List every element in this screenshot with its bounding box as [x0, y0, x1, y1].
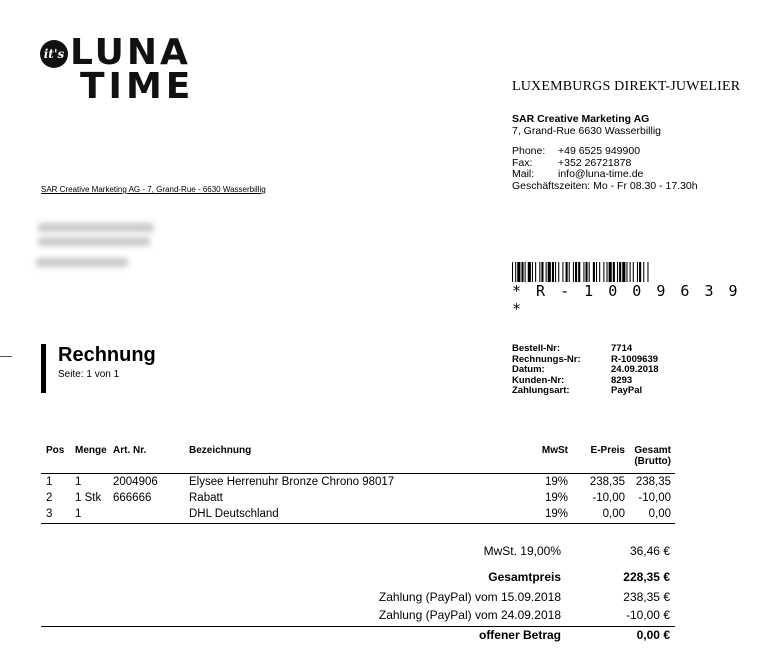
barcode-bar: [633, 262, 634, 282]
totals-rule: [41, 626, 675, 627]
date-row: [512, 365, 659, 376]
barcode-bar: [609, 262, 612, 282]
col-header-epreis: E-Preis: [590, 445, 625, 456]
totals-label: MwSt. 19,00%: [483, 544, 561, 558]
totals-value: -10,00 €: [625, 608, 670, 622]
logo-badge: it's: [40, 40, 68, 68]
col-header-bezeichnung: Bezeichnung: [189, 445, 252, 456]
order-info-value: 7714: [611, 343, 633, 354]
business-hours: Geschäftszeiten: Mo - Fr 08.30 - 17.30h: [512, 179, 698, 192]
barcode-bar: [517, 262, 520, 282]
col-header-menge: Menge: [75, 445, 107, 456]
logo-word-luna: LUNA: [70, 32, 191, 73]
row-gesamt: 238,35: [635, 476, 671, 488]
barcode-bar: [617, 262, 618, 282]
order-info-key: Kunden-Nr:: [512, 374, 565, 386]
barcode-bar: [515, 262, 516, 282]
row-epreis: 238,35: [589, 476, 625, 488]
order-info-key: Zahlungsart:: [512, 385, 570, 396]
table-bottom-rule: [41, 523, 675, 524]
barcode-bar: [569, 262, 570, 282]
totals-label: offener Betrag: [478, 628, 561, 642]
barcode-bar: [535, 262, 536, 282]
totals-value: 238,35 €: [623, 590, 670, 604]
contact-block: [512, 146, 698, 192]
col-header-gesamt-label: Gesamt: [634, 445, 671, 456]
order-info-key: Rechnungs-Nr:: [512, 353, 581, 365]
row-epreis: 0,00: [602, 508, 625, 520]
row-mwst: 19%: [544, 492, 568, 504]
barcode-bar: [593, 262, 595, 282]
barcode-bar: [512, 262, 513, 282]
contact-key: Mail:: [512, 168, 535, 180]
document-title: Rechnung: [58, 344, 156, 366]
contact-mail: [512, 169, 698, 181]
row-bezeichnung: DHL Deutschland: [189, 508, 279, 520]
barcode-bar: [583, 262, 584, 282]
barcode-bar: [603, 262, 604, 282]
barcode-bar: [599, 262, 600, 282]
company-name: SAR Creative Marketing AG: [512, 113, 650, 125]
totals-label: Gesamtpreis: [488, 570, 561, 584]
totals-row-payment-2: [0, 608, 760, 628]
contact-key: Fax:: [512, 156, 533, 169]
totals-row-total: [0, 570, 760, 590]
luna-time-logo: [40, 32, 210, 108]
barcode-bar: [589, 262, 590, 282]
row-epreis: -10,00: [592, 492, 625, 504]
barcode-bar: [575, 262, 577, 282]
barcode-bar: [578, 262, 580, 282]
contact-key: Phone:: [512, 145, 546, 157]
barcode-bar: [613, 262, 615, 282]
totals-value: 36,46 €: [629, 544, 670, 558]
barcode-bar: [566, 262, 568, 282]
sender-address-line: SAR Creative Marketing AG - 7, Grand-Rue - 6630 Wasserbillig: [41, 185, 266, 194]
order-info-value: PayPal: [611, 385, 643, 396]
contact-value: info@luna-time.de: [558, 168, 644, 180]
barcode-bar: [546, 262, 547, 282]
row-bezeichnung: Elysee Herrenuhr Bronze Chrono 98017: [189, 476, 395, 488]
row-art: 2004906: [113, 476, 158, 488]
totals-label: Zahlung (PayPal) vom 24.09.2018: [378, 608, 561, 622]
barcode-bar: [548, 262, 551, 282]
col-header-pos: Pos: [46, 445, 65, 456]
company-tagline: LUXEMBURGS DIREKT-JUWELIER: [512, 79, 741, 94]
row-menge: 1: [75, 508, 82, 520]
barcode-bar: [541, 262, 543, 282]
col-header-gesamt: [634, 445, 671, 467]
barcode-bar: [552, 262, 554, 282]
row-gesamt: -10,00: [638, 492, 671, 504]
barcode-bar: [596, 262, 597, 282]
barcode-bar: [622, 262, 625, 282]
barcode-bar: [532, 262, 533, 282]
barcode-bar: [626, 262, 627, 282]
barcode-bar: [619, 262, 621, 282]
barcode-bar: [558, 262, 559, 282]
row-bezeichnung: Rabatt: [189, 492, 223, 504]
barcode-bar: [562, 262, 563, 282]
totals-value: 228,35 €: [623, 570, 670, 584]
payment-method-row: [512, 386, 659, 397]
totals-row-payment-1: [0, 590, 760, 610]
company-block: [512, 113, 661, 137]
barcode-bar: [643, 262, 644, 282]
row-mwst: 19%: [544, 476, 568, 488]
barcode-bar: [555, 262, 556, 282]
barcode-bar: [525, 262, 526, 282]
order-info-value: 24.09.2018: [611, 364, 659, 375]
order-info-value: R-1009639: [611, 353, 659, 365]
totals-row-open-amount: [0, 628, 760, 648]
contact-value: +352 26721878: [558, 156, 632, 169]
row-gesamt: 0,00: [648, 508, 671, 520]
totals-value: 0,00 €: [636, 628, 670, 642]
barcode-bar: [528, 262, 531, 282]
contact-value: +49 6525 949900: [558, 145, 641, 157]
row-art: 666666: [113, 492, 152, 504]
row-pos: 3: [46, 508, 53, 520]
barcode-bar: [586, 262, 588, 282]
col-header-mwst: MwSt: [541, 445, 568, 456]
col-header-art: Art. Nr.: [113, 445, 147, 456]
order-info-key: Bestell-Nr:: [512, 343, 561, 354]
logo-word-time: TIME: [80, 66, 195, 107]
col-header-gesamt-sub: (Brutto): [634, 456, 671, 467]
row-menge: 1 Stk: [75, 492, 102, 504]
barcode-bar: [607, 262, 608, 282]
barcode-bar: [630, 262, 631, 282]
totals-label: Zahlung (PayPal) vom 15.09.2018: [378, 590, 561, 604]
barcode-bar: [539, 262, 540, 282]
row-pos: 1: [46, 476, 53, 488]
row-pos: 2: [46, 492, 53, 504]
order-info: [512, 344, 659, 397]
company-address: 7, Grand-Rue 6630 Wasserbillig: [512, 125, 662, 137]
order-info-key: Datum:: [512, 364, 545, 375]
table-header-rule: [41, 473, 675, 474]
fold-mark: [0, 356, 12, 357]
barcode-bar: [647, 262, 648, 282]
recipient-address-redacted: [36, 220, 160, 276]
row-menge: 1: [75, 476, 82, 488]
barcode-bar: [521, 262, 523, 282]
row-mwst: 19%: [544, 508, 568, 520]
barcode-bar: [637, 262, 638, 282]
barcode-caption: * R - 1 0 0 9 6 3 9 *: [512, 282, 741, 318]
invoice-barcode: [512, 262, 705, 282]
order-info-value: 8293: [611, 374, 633, 386]
totals-row-vat: [0, 544, 760, 564]
page-info: Seite: 1 von 1: [58, 369, 120, 380]
barcode-bar: [639, 262, 641, 282]
title-accent-bar: [41, 344, 46, 393]
barcode-bar: [573, 262, 574, 282]
